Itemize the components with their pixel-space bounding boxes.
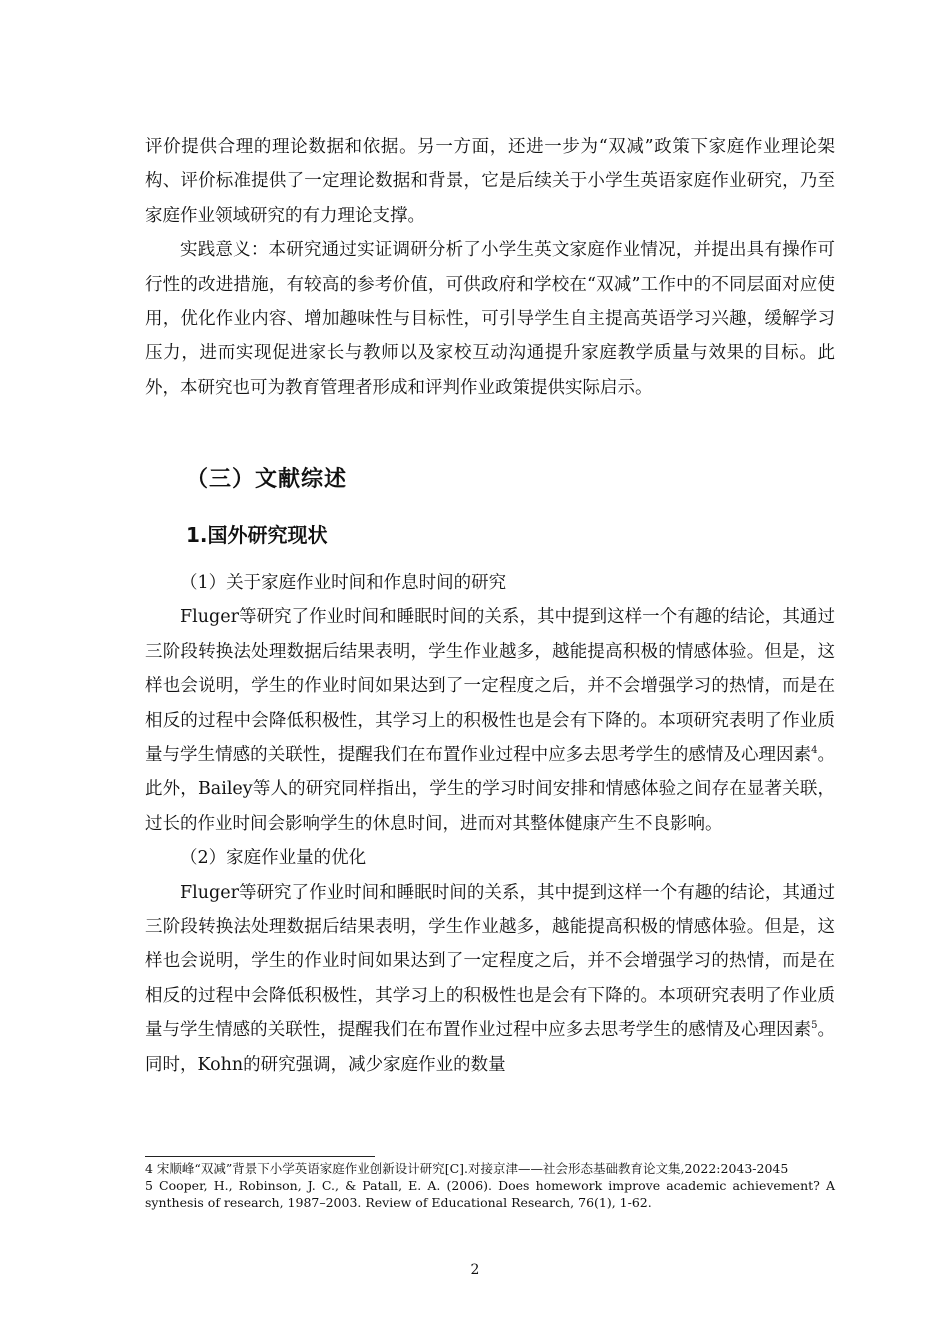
footnote-ref-4[interactable]: 4 bbox=[811, 745, 818, 757]
footnote-ref-5[interactable]: 5 bbox=[811, 1020, 818, 1032]
para2-text-a: Fluger等研究了作业时间和睡眠时间的关系，其中提到这样一个有趣的结论，其通过三阶段转换法处理数据后结果表明，学生作业越多，越能提高积极的情感体验。但是，这样也会说明，学生的作业时间如果达到了一定程度之后，并不会增强学习的热情，而是在相反的过程中会降低积极性，其学习上的积极性也是会有下降的。本项研究表明了作业质量与学生情感的关联性，提醒我们在布置作业过程中应多去思考学生的感情及心理因素 bbox=[145, 882, 835, 1041]
subsection-heading: 1.国外研究现状 bbox=[186, 523, 328, 547]
section-heading: （三）文献综述 bbox=[186, 467, 348, 492]
paragraph-homework-amount bbox=[145, 876, 835, 1082]
continuation-paragraph: 评价提供合理的理论数据和依据。另一方面，还进一步为“双减”政策下家庭作业理论架构、评价标准提供了一定理论数据和背景，它是后续关于小学生英语家庭作业研究，乃至家庭作业领域研究的有力理论支撑。 bbox=[145, 137, 835, 226]
footnote-5: 5 Cooper, H., Robinson, J. C., & Patall, E. A. (2006). Does homework improve academic achievement? A synthesis of research, 1987–2003. Review of Educational Research, 76(1), 1-62. bbox=[145, 1178, 835, 1210]
footnote-4: 4 宋顺峰“双减”背景下小学英语家庭作业创新设计研究[C].对接京津——社会形态基础教育论文集,2022:2043-2045 bbox=[145, 1161, 789, 1176]
practice-significance-paragraph: 实践意义：本研究通过实证调研分析了小学生英文家庭作业情况，并提出具有操作可行性的改进措施，有较高的参考价值，可供政府和学校在“双减”工作中的不同层面对应使用，优化作业内容、增加趣味性与目标性，可引导学生自主提高英语学习兴趣，缓解学习压力，进而实现促进家长与教师以及家校互动沟通提升家庭教学质量与效果的目标。此外，本研究也可为教育管理者形成和评判作业政策提供实际启示。 bbox=[145, 240, 835, 398]
sub1-title: （1）关于家庭作业时间和作息时间的研究 bbox=[180, 573, 507, 593]
literature-block bbox=[145, 566, 835, 1082]
para2-text-b: 。同时，Kohn的研究强调，减少家庭作业的数量 bbox=[145, 1020, 835, 1075]
sub2-title: （2）家庭作业量的优化 bbox=[180, 848, 367, 869]
page-number: 2 bbox=[470, 1262, 480, 1278]
footnote-separator bbox=[145, 1156, 375, 1157]
footnotes bbox=[145, 1160, 835, 1211]
para1-text-b: 。此外，Bailey等人的研究同样指出，学生的学习时间安排和情感体验之间存在显著关联，过长的作业时间会影响学生的休息时间，进而对其整体健康产生不良影响。 bbox=[145, 745, 835, 834]
intro-block bbox=[145, 130, 835, 405]
para1-text-a: Fluger等研究了作业时间和睡眠时间的关系，其中提到这样一个有趣的结论，其通过三阶段转换法处理数据后结果表明，学生作业越多，越能提高积极的情感体验。但是，这样也会说明，学生的作业时间如果达到了一定程度之后，并不会增强学习的热情，而是在相反的过程中会降低积极性，其学习上的积极性也是会有下降的。本项研究表明了作业质量与学生情感的关联性，提醒我们在布置作业过程中应多去思考学生的感情及心理因素 bbox=[145, 607, 835, 766]
paragraph-homework-time bbox=[145, 600, 835, 841]
